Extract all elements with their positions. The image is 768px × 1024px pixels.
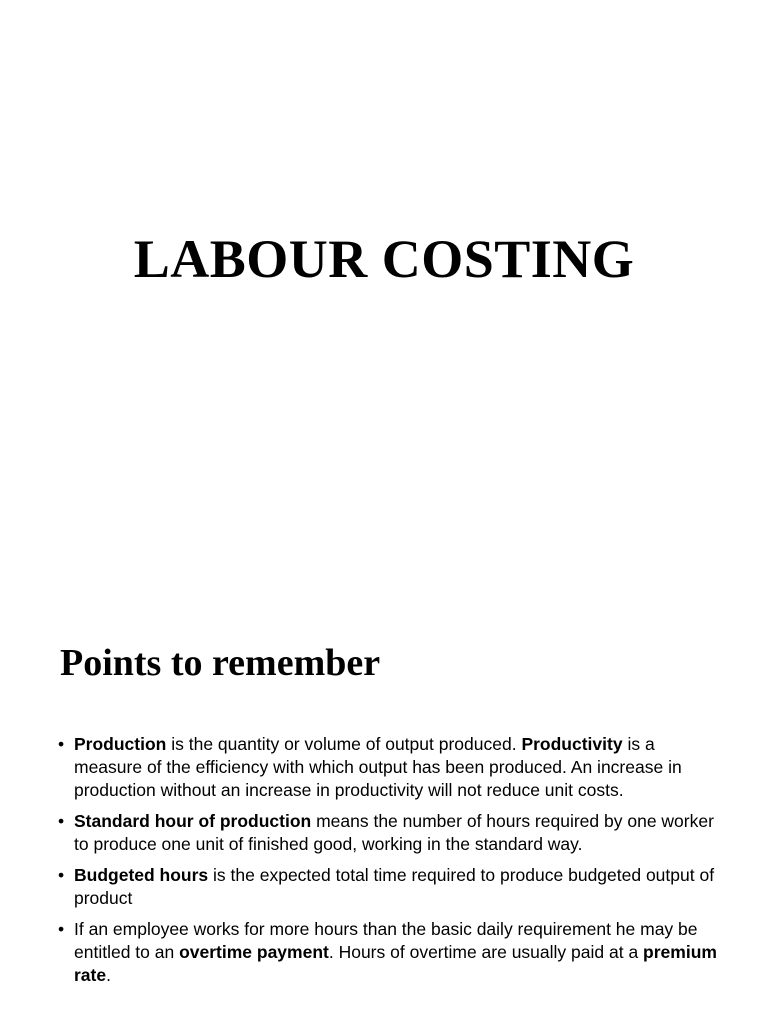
- bullet-text: is the expected total time required to produce budgeted output of product: [74, 865, 715, 908]
- bullet-text: If an employee works for more hours than the basic daily requirement he may be entitled to an: [74, 919, 698, 962]
- term-production: Production: [74, 734, 167, 754]
- term-overtime-payment: overtime payment: [179, 942, 329, 962]
- bullet-list: [58, 733, 718, 995]
- term-standard-hour: Standard hour of production: [74, 811, 312, 831]
- bullet-icon: •: [58, 811, 65, 831]
- slide-title: LABOUR COSTING: [133, 229, 635, 289]
- bullet-icon: •: [58, 865, 65, 885]
- bullet-item-overtime: [58, 918, 718, 987]
- bullet-text: means the number of hours required by one worker to produce one unit of finished good, working in the standard way.: [74, 811, 714, 854]
- bullet-text: . Hours of overtime are usually paid at a: [328, 942, 644, 962]
- term-budgeted-hours: Budgeted hours: [74, 865, 209, 885]
- bullet-text: .: [106, 965, 111, 985]
- bullet-item-budgeted-hours: [58, 864, 718, 910]
- bullet-icon: •: [58, 919, 65, 939]
- section-heading: Points to remember: [60, 642, 381, 684]
- bullet-text: is the quantity or volume of output produced.: [166, 734, 522, 754]
- bullet-icon: •: [58, 734, 65, 754]
- bullet-text: is a measure of the efficiency with which output has been produced. An increase in production without an increase in productivity will not reduce unit costs.: [74, 734, 682, 800]
- term-productivity: Productivity: [521, 734, 623, 754]
- bullet-item-standard-hour: [58, 810, 718, 856]
- term-premium-rate: premium rate: [74, 942, 717, 985]
- bullet-item-production: [58, 733, 718, 802]
